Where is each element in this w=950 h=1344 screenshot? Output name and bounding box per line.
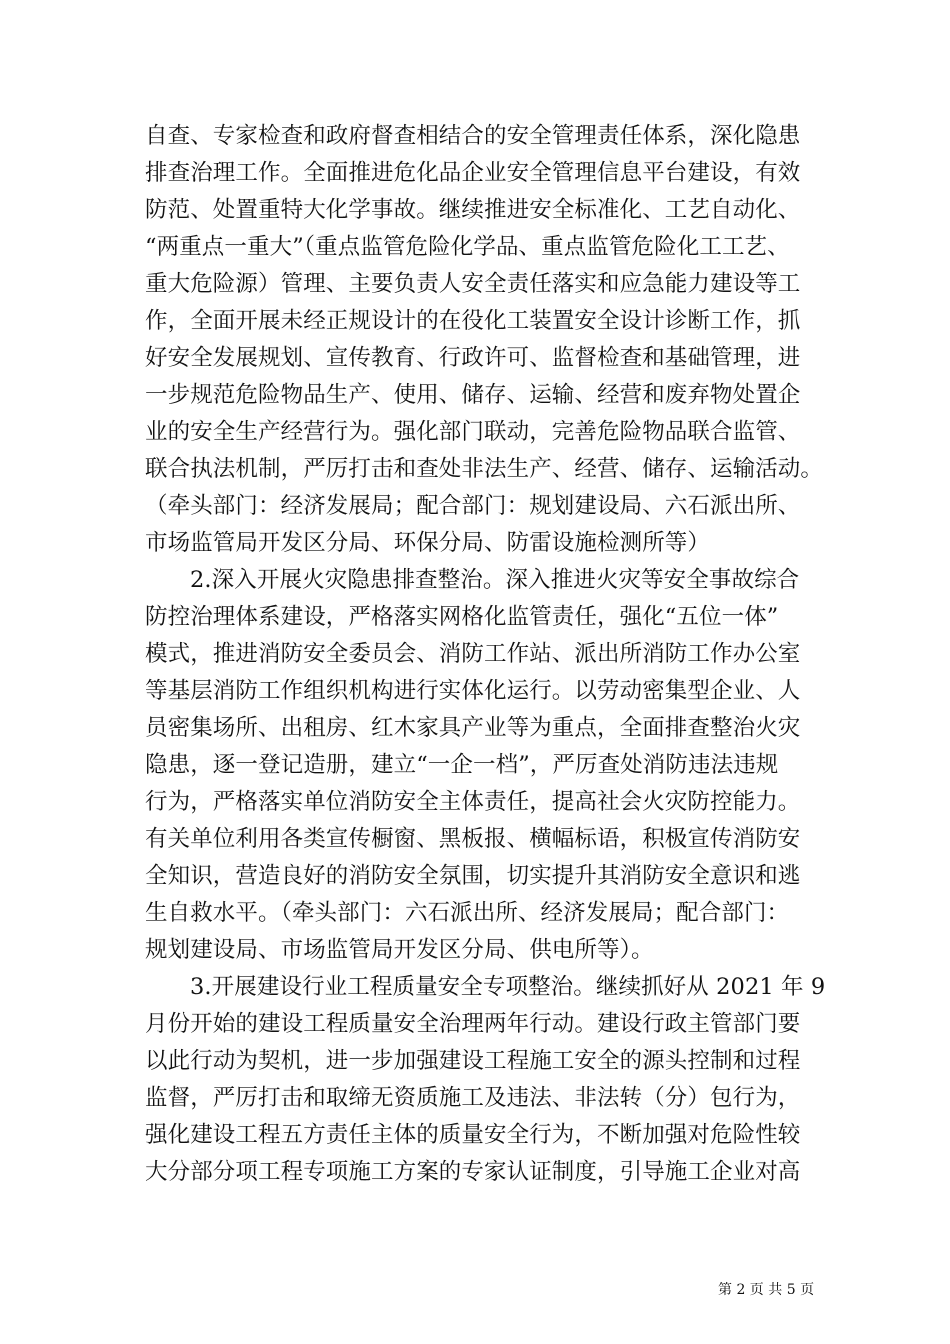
page-number-footer: 第 2 页 共 5 页 (718, 1282, 815, 1298)
text-line: 自查、专家检查和政府督查相结合的安全管理责任体系，深化隐患 (145, 123, 801, 149)
text-line: 防范、处置重特大化学事故。继续推进安全标准化、工艺自动化、 (145, 197, 801, 223)
text-line: 有关单位利用各类宣传橱窗、黑板报、横幅标语，积极宣传消防安 (145, 826, 801, 852)
text-line: 隐患，逐一登记造册，建立“一企一档”，严厉查处消防违法违规 (145, 752, 779, 778)
text-line: 排查治理工作。全面推进危化品企业安全管理信息平台建设，有效 (145, 160, 801, 186)
text-line: 模式，推进消防安全委员会、消防工作站、派出所消防工作办公室 (145, 641, 801, 667)
text-line: 生自救水平。（牵头部门：六石派出所、经济发展局；配合部门： (145, 900, 790, 926)
text-line: 等基层消防工作组织机构进行实体化运行。以劳动密集型企业、人 (145, 678, 801, 704)
text-line: 好安全发展规划、宣传教育、行政许可、监督检查和基础管理，进 (145, 345, 801, 371)
text-line: 监督，严厉打击和取缔无资质施工及违法、非法转（分）包行为， (145, 1085, 801, 1111)
text-line: 员密集场所、出租房、红木家具产业等为重点，全面排查整治火灾 (145, 715, 801, 741)
text-line: 大分部分项工程专项施工方案的专家认证制度，引导施工企业对高 (145, 1159, 801, 1185)
paragraph-2-heading: 2.深入开展火灾隐患排查整治。深入推进火灾等安全事故综合 (190, 567, 800, 593)
text-line: （牵头部门：经济发展局；配合部门：规划建设局、六石派出所、 (145, 493, 801, 519)
text-line: 强化建设工程五方责任主体的质量安全行为，不断加强对危险性较 (145, 1122, 801, 1148)
text-line: 业的安全生产经营行为。强化部门联动，完善危险物品联合监管、 (145, 419, 801, 445)
text-line: “两重点一重大”（重点监管危险化学品、重点监管危险化工工艺、 (145, 234, 790, 260)
text-line: 作，全面开展未经正规设计的在役化工装置安全设计诊断工作，抓 (145, 308, 801, 334)
text-line: 月份开始的建设工程质量安全治理两年行动。建设行政主管部门要 (145, 1011, 801, 1037)
text-line: 防控治理体系建设，严格落实网格化监管责任，强化“五位一体” (145, 604, 779, 630)
text-line: 一步规范危险物品生产、使用、储存、运输、经营和废弃物处置企 (145, 382, 801, 408)
text-line: 以此行动为契机，进一步加强建设工程施工安全的源头控制和过程 (145, 1048, 801, 1074)
text-line: 联合执法机制，严厉打击和查处非法生产、经营、储存、运输活动。 (145, 456, 824, 482)
text-line: 重大危险源）管理、主要负责人安全责任落实和应急能力建设等工 (145, 271, 801, 297)
text-line: 规划建设局、市场监管局开发区分局、供电所等）。 (145, 937, 654, 963)
paragraph-3-heading: 3.开展建设行业工程质量安全专项整治。继续抓好从 2021 年 9 (190, 974, 826, 1000)
text-line: 行为，严格落实单位消防安全主体责任，提高社会火灾防控能力。 (145, 789, 801, 815)
text-line: 全知识，营造良好的消防安全氛围，切实提升其消防安全意识和逃 (145, 863, 801, 889)
text-line: 市场监管局开发区分局、环保分局、防雷设施检测所等） (145, 530, 711, 556)
